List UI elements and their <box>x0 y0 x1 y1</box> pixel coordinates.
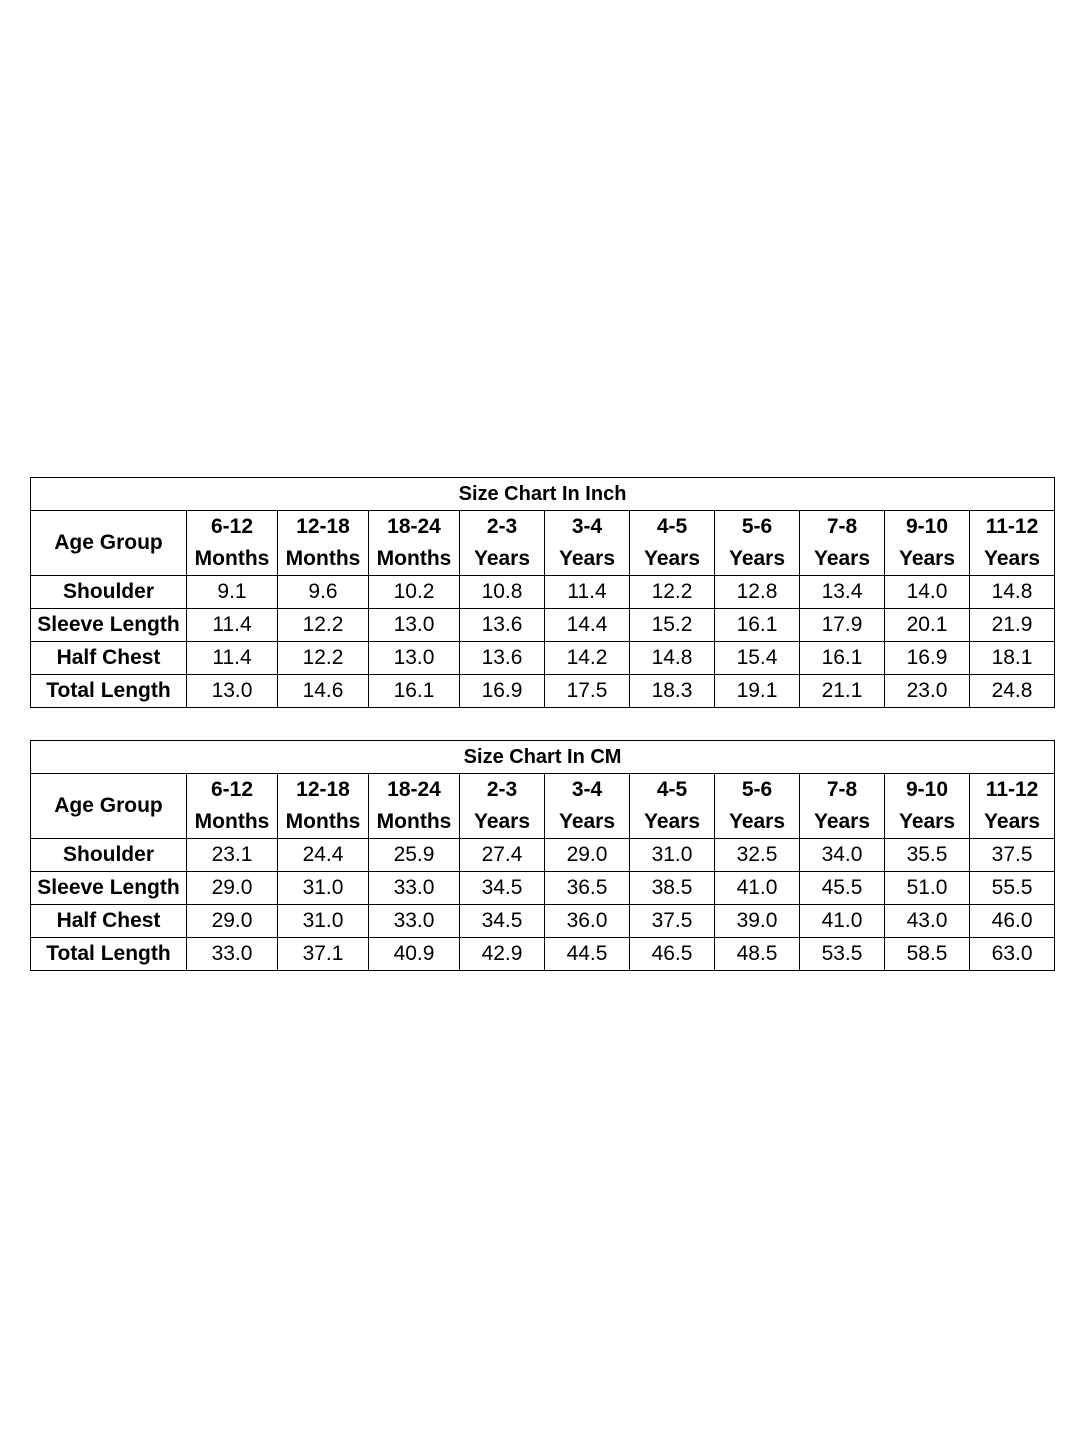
table-cell: 32.5 <box>715 839 800 872</box>
row-label: Half Chest <box>31 642 187 675</box>
table-cell: 10.8 <box>460 576 545 609</box>
table-cell: 14.8 <box>630 642 715 675</box>
table-cell: 36.0 <box>545 905 630 938</box>
table-cell: 23.0 <box>885 675 970 708</box>
table-cell: 33.0 <box>187 938 278 971</box>
column-header-range: 4-5 <box>630 774 715 807</box>
table-cell: 15.2 <box>630 609 715 642</box>
table-cell: 58.5 <box>885 938 970 971</box>
column-header-range: 7-8 <box>800 774 885 807</box>
table-cell: 33.0 <box>369 905 460 938</box>
age-group-header: Age Group <box>31 511 187 576</box>
row-label: Sleeve Length <box>31 609 187 642</box>
table-cell: 37.5 <box>970 839 1055 872</box>
table-cell: 18.1 <box>970 642 1055 675</box>
column-header-range: 5-6 <box>715 774 800 807</box>
table-cell: 13.6 <box>460 609 545 642</box>
table-cell: 9.6 <box>278 576 369 609</box>
table-cell: 36.5 <box>545 872 630 905</box>
row-label: Shoulder <box>31 576 187 609</box>
row-label: Sleeve Length <box>31 872 187 905</box>
size-chart-cm-table <box>30 740 1055 971</box>
table-cell: 13.0 <box>187 675 278 708</box>
table-cell: 13.6 <box>460 642 545 675</box>
column-header-unit: Months <box>278 543 369 576</box>
column-header-range: 3-4 <box>545 774 630 807</box>
table-cell: 20.1 <box>885 609 970 642</box>
row-label: Shoulder <box>31 839 187 872</box>
age-group-header: Age Group <box>31 774 187 839</box>
row-label: Half Chest <box>31 905 187 938</box>
table-cell: 11.4 <box>187 642 278 675</box>
column-header-unit: Years <box>800 543 885 576</box>
table-cell: 19.1 <box>715 675 800 708</box>
table-cell: 12.8 <box>715 576 800 609</box>
table-cell: 31.0 <box>630 839 715 872</box>
column-header-range: 6-12 <box>187 511 278 544</box>
header-row-range <box>31 511 1055 544</box>
table-cell: 38.5 <box>630 872 715 905</box>
table-row <box>31 839 1055 872</box>
column-header-unit: Months <box>187 543 278 576</box>
row-label: Total Length <box>31 938 187 971</box>
row-label: Total Length <box>31 675 187 708</box>
column-header-range: 2-3 <box>460 511 545 544</box>
table-cell: 34.0 <box>800 839 885 872</box>
table-cell: 18.3 <box>630 675 715 708</box>
table-cell: 44.5 <box>545 938 630 971</box>
table-cell: 41.0 <box>800 905 885 938</box>
table-cell: 12.2 <box>278 609 369 642</box>
table-cell: 16.9 <box>460 675 545 708</box>
table-cell: 13.4 <box>800 576 885 609</box>
table-cell: 17.9 <box>800 609 885 642</box>
column-header-range: 4-5 <box>630 511 715 544</box>
table-cell: 37.1 <box>278 938 369 971</box>
table-cell: 43.0 <box>885 905 970 938</box>
table-row <box>31 642 1055 675</box>
table-title-row <box>31 478 1055 511</box>
column-header-unit: Years <box>970 543 1055 576</box>
column-header-unit: Years <box>630 543 715 576</box>
table-title: Size Chart In Inch <box>31 478 1055 511</box>
table-cell: 14.8 <box>970 576 1055 609</box>
table-cell: 25.9 <box>369 839 460 872</box>
table-cell: 24.4 <box>278 839 369 872</box>
table-cell: 55.5 <box>970 872 1055 905</box>
table-cell: 39.0 <box>715 905 800 938</box>
table-row <box>31 576 1055 609</box>
table-cell: 13.0 <box>369 642 460 675</box>
table-cell: 10.2 <box>369 576 460 609</box>
column-header-range: 11-12 <box>970 511 1055 544</box>
column-header-unit: Years <box>800 806 885 839</box>
column-header-range: 5-6 <box>715 511 800 544</box>
table-cell: 24.8 <box>970 675 1055 708</box>
table-cell: 12.2 <box>630 576 715 609</box>
size-chart-inch-table <box>30 477 1055 708</box>
table-cell: 14.4 <box>545 609 630 642</box>
column-header-range: 9-10 <box>885 511 970 544</box>
table-cell: 16.1 <box>800 642 885 675</box>
table-cell: 29.0 <box>187 872 278 905</box>
column-header-unit: Years <box>630 806 715 839</box>
column-header-unit: Years <box>545 543 630 576</box>
table-cell: 21.1 <box>800 675 885 708</box>
table-row <box>31 905 1055 938</box>
column-header-unit: Years <box>460 806 545 839</box>
table-cell: 16.1 <box>715 609 800 642</box>
table-cell: 29.0 <box>545 839 630 872</box>
table-row <box>31 609 1055 642</box>
column-header-range: 11-12 <box>970 774 1055 807</box>
table-cell: 63.0 <box>970 938 1055 971</box>
table-cell: 9.1 <box>187 576 278 609</box>
column-header-range: 6-12 <box>187 774 278 807</box>
table-row <box>31 938 1055 971</box>
column-header-unit: Months <box>369 543 460 576</box>
table-cell: 33.0 <box>369 872 460 905</box>
table-cell: 15.4 <box>715 642 800 675</box>
column-header-range: 12-18 <box>278 774 369 807</box>
table-cell: 41.0 <box>715 872 800 905</box>
column-header-unit: Years <box>885 806 970 839</box>
table-cell: 42.9 <box>460 938 545 971</box>
column-header-range: 2-3 <box>460 774 545 807</box>
table-cell: 48.5 <box>715 938 800 971</box>
column-header-range: 7-8 <box>800 511 885 544</box>
table-cell: 11.4 <box>187 609 278 642</box>
table-cell: 12.2 <box>278 642 369 675</box>
column-header-range: 3-4 <box>545 511 630 544</box>
column-header-unit: Years <box>460 543 545 576</box>
table-cell: 11.4 <box>545 576 630 609</box>
table-cell: 14.2 <box>545 642 630 675</box>
column-header-unit: Years <box>885 543 970 576</box>
table-cell: 27.4 <box>460 839 545 872</box>
column-header-unit: Years <box>970 806 1055 839</box>
column-header-unit: Years <box>715 543 800 576</box>
column-header-unit: Months <box>369 806 460 839</box>
table-row <box>31 675 1055 708</box>
table-cell: 53.5 <box>800 938 885 971</box>
table-cell: 17.5 <box>545 675 630 708</box>
table-cell: 31.0 <box>278 905 369 938</box>
table-row <box>31 872 1055 905</box>
table-cell: 34.5 <box>460 872 545 905</box>
table-cell: 14.0 <box>885 576 970 609</box>
table-cell: 29.0 <box>187 905 278 938</box>
table-cell: 31.0 <box>278 872 369 905</box>
table-cell: 46.5 <box>630 938 715 971</box>
column-header-range: 18-24 <box>369 511 460 544</box>
header-row-range <box>31 774 1055 807</box>
table-cell: 45.5 <box>800 872 885 905</box>
column-header-unit: Years <box>545 806 630 839</box>
table-cell: 40.9 <box>369 938 460 971</box>
table-cell: 34.5 <box>460 905 545 938</box>
table-cell: 21.9 <box>970 609 1055 642</box>
column-header-range: 12-18 <box>278 511 369 544</box>
table-cell: 16.1 <box>369 675 460 708</box>
table-cell: 46.0 <box>970 905 1055 938</box>
table-cell: 51.0 <box>885 872 970 905</box>
table-cell: 37.5 <box>630 905 715 938</box>
column-header-unit: Years <box>715 806 800 839</box>
table-cell: 35.5 <box>885 839 970 872</box>
table-cell: 23.1 <box>187 839 278 872</box>
table-cell: 14.6 <box>278 675 369 708</box>
column-header-unit: Months <box>278 806 369 839</box>
column-header-range: 18-24 <box>369 774 460 807</box>
table-title: Size Chart In CM <box>31 741 1055 774</box>
column-header-unit: Months <box>187 806 278 839</box>
table-cell: 16.9 <box>885 642 970 675</box>
table-title-row <box>31 741 1055 774</box>
column-header-range: 9-10 <box>885 774 970 807</box>
table-cell: 13.0 <box>369 609 460 642</box>
